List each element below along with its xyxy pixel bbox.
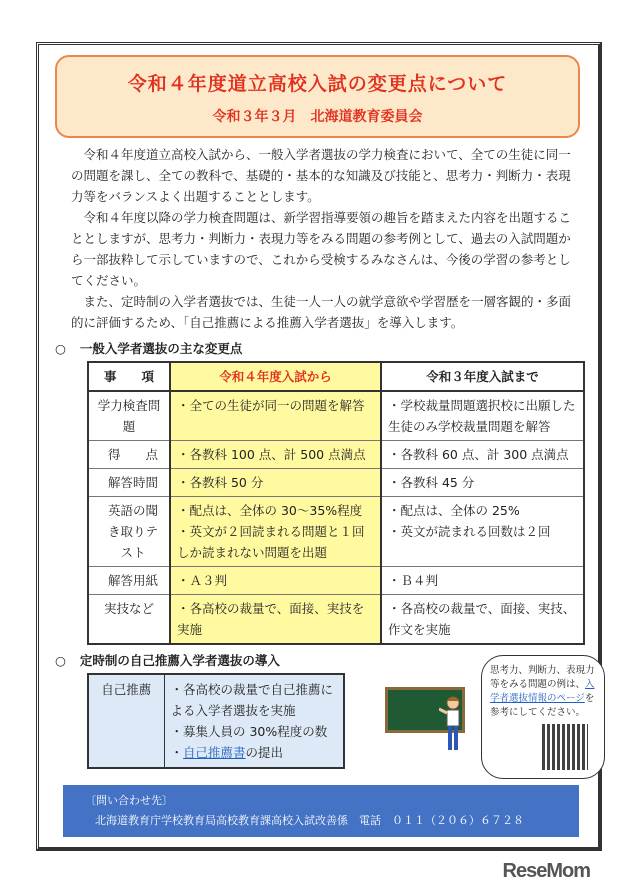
row-item: 自己推薦 [88, 674, 164, 768]
intro-paragraph: また、定時制の入学者選抜では、生徒一人一人の就学意欲や学習歴を一層客観的・多面的に評価するため、「自己推薦による推薦入学者選抜」を導入します。 [71, 294, 572, 330]
contact-box [63, 785, 579, 837]
section2-content [55, 665, 595, 779]
self-recommendation-table [87, 673, 345, 769]
table-row [88, 391, 584, 441]
circle-marker: ○ [55, 341, 66, 356]
row-old: ・英文が読まれる回数は２回 [388, 524, 551, 539]
row-old: ・各教科 60 点、計 300 点満点 [381, 441, 584, 469]
col-header-new: 令和４年度入試から [170, 362, 381, 391]
intro-paragraph: 令和４年度以降の学力検査問題は、新学習指導要領の趣旨を踏まえた内容を出題することとしますが、思考力・判断力・表現力等をみる問題の参考例として、過去の入試問題から一部抜粋して示していますので、これから受検するみなさんは、今後の学習の参考としてください。 [71, 210, 572, 288]
row-new: ・全ての生徒が同一の問題を解答 [170, 391, 381, 441]
row-item: 解答時間 [88, 469, 170, 497]
document-frame [36, 42, 602, 882]
teacher-illustration [439, 695, 467, 755]
bubble-text: を参考にしてください。 [490, 693, 595, 718]
resemom-logo: ReseMom [502, 860, 590, 882]
row-item: 実技など [88, 595, 170, 645]
intro-text [71, 144, 571, 333]
speech-bubble [481, 655, 605, 779]
intro-paragraph: 令和４年度道立高校入試から、一般入学者選抜の学力検査において、全ての生徒に同一の問題を課し、全ての教科で、基礎的・基本的な知識及び技能と、思考力・判断力・表現力等をバランスよく出題することとします。 [71, 147, 571, 204]
qr-code[interactable] [542, 724, 588, 770]
row-item: 学力検査問題 [88, 391, 170, 441]
row-item: 解答用紙 [88, 567, 170, 595]
table-row [88, 595, 584, 645]
row-old: ・配点は、全体の 25% [388, 503, 520, 518]
contact-line: 北海道教育庁学校教育局高校教育課高校入試改善係 電話 ０１１（２０６）６７２８ [95, 814, 524, 827]
row-old: ・各高校の裁量で、面接、実技、作文を実施 [381, 595, 584, 645]
page-subtitle: 令和３年３月 北海道教育委員会 [212, 109, 423, 125]
changes-table [87, 361, 585, 645]
table-row [88, 469, 584, 497]
table-header [88, 362, 584, 391]
self-recommendation-link[interactable]: 自己推薦書 [183, 745, 246, 760]
table-row [88, 441, 584, 469]
row-new: ・各教科 100 点、計 500 点満点 [170, 441, 381, 469]
table-row [88, 497, 584, 567]
contact-label: 〔問い合わせ先〕 [85, 794, 173, 807]
col-header-item: 事 項 [88, 362, 170, 391]
section1-heading [55, 339, 582, 359]
row-new: ・配点は、全体の 30～35%程度 [177, 503, 363, 518]
detail-line: ・募集人員の 30%程度の数 [170, 724, 328, 739]
detail-suffix: の提出 [245, 745, 284, 760]
row-new: ・各高校の裁量で、面接、実技を実施 [170, 595, 381, 645]
section1-title: 一般入学者選抜の主な変更点 [79, 341, 243, 356]
col-header-old: 令和３年度入試まで [381, 362, 584, 391]
row-item: 得 点 [88, 441, 170, 469]
row-old: ・Ｂ４判 [381, 567, 584, 595]
row-new: ・英文が２回読まれる問題と１回しか読まれない問題を出題 [177, 524, 365, 560]
page-title: 令和４年度道立高校入試の変更点について [127, 73, 508, 95]
row-new: ・各教科 50 分 [170, 469, 381, 497]
row-old: ・各教科 45 分 [381, 469, 584, 497]
section2-title: 定時制の自己推薦入学者選抜の導入 [79, 653, 280, 668]
circle-marker: ○ [55, 653, 66, 668]
table-row [88, 567, 584, 595]
bullet: ・ [170, 745, 184, 760]
row-new: ・Ａ３判 [170, 567, 381, 595]
title-box [55, 55, 580, 138]
detail-line: ・各高校の裁量で自己推薦による入学者選抜を実施 [170, 682, 334, 718]
row-item: 英語の聞き取りテスト [88, 497, 170, 567]
illustration [385, 687, 475, 767]
detail-line [171, 742, 338, 763]
entrance-info-link[interactable]: 入学者選抜情報のページ [490, 679, 595, 704]
bubble-text: 思考力、判断力、表現力等をみる問題の例は、 [490, 665, 595, 690]
row-old: ・学校裁量問題選択校に出願した生徒のみ学校裁量問題を解答 [381, 391, 584, 441]
